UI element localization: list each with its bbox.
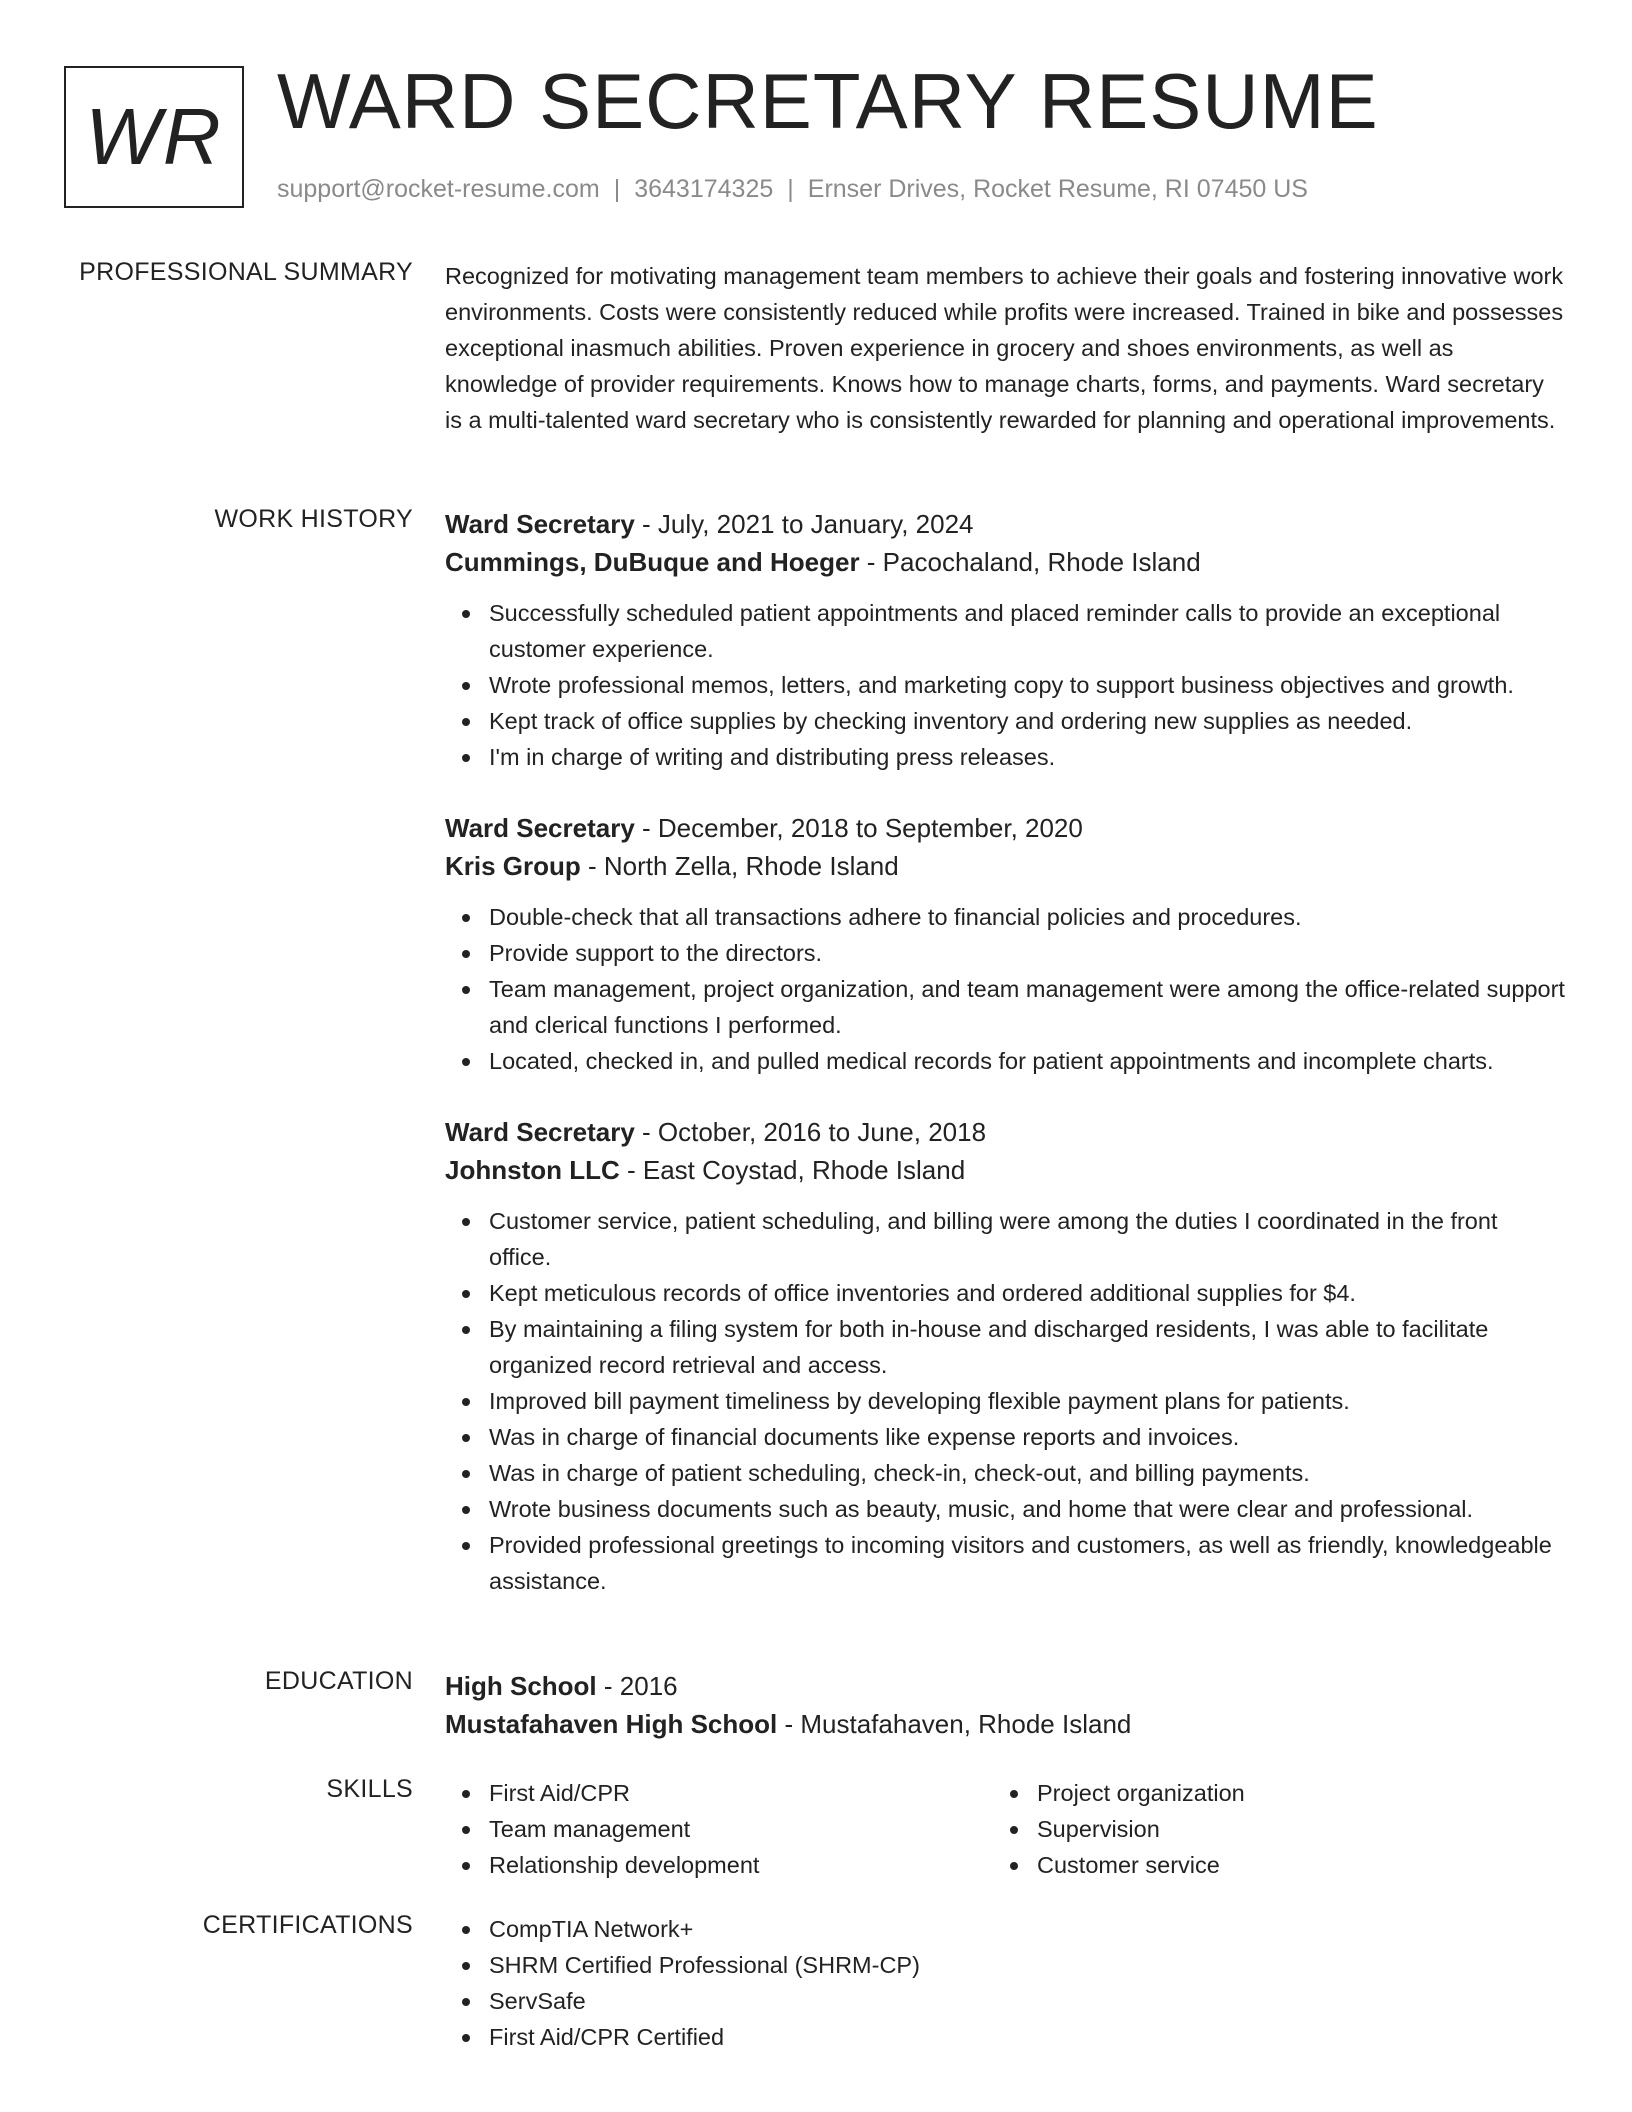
- job-duty: Provide support to the directors.: [445, 935, 1565, 971]
- job-location: - North Zella, Rhode Island: [580, 851, 899, 881]
- skill-item: Customer service: [993, 1847, 1541, 1883]
- job-dates: - October, 2016 to June, 2018: [634, 1117, 987, 1147]
- section-heading-education: EDUCATION: [264, 1667, 413, 1695]
- education-school: Mustafahaven High School: [445, 1709, 778, 1739]
- job-entry: [445, 1113, 1565, 1599]
- job-company-line: [445, 847, 1565, 885]
- contact-separator: |: [787, 175, 794, 203]
- job-duty: Provided professional greetings to incoming visitors and customers, as well as friendly, knowledgeable assistance.: [445, 1527, 1565, 1599]
- job-company: Johnston LLC: [445, 1155, 620, 1185]
- job-duty: Successfully scheduled patient appointments and placed reminder calls to provide an exceptional customer experience.: [445, 595, 1565, 667]
- skills-list-right: [993, 1775, 1541, 1883]
- skill-item: Supervision: [993, 1811, 1541, 1847]
- job-duty: By maintaining a filing system for both in-house and discharged residents, I was able to facilitate organized record retrieval and access.: [445, 1311, 1565, 1383]
- section-heading-work-history: WORK HISTORY: [214, 505, 413, 533]
- job-duties-list: [445, 899, 1565, 1079]
- job-location: - Pacochaland, Rhode Island: [859, 547, 1201, 577]
- job-duties-list: [445, 1203, 1565, 1599]
- job-duty: Located, checked in, and pulled medical records for patient appointments and incomplete charts.: [445, 1043, 1565, 1079]
- skill-item: First Aid/CPR: [445, 1775, 993, 1811]
- job-duty: I'm in charge of writing and distributing press releases.: [445, 739, 1565, 775]
- skill-item: Relationship development: [445, 1847, 993, 1883]
- job-duty: Wrote professional memos, letters, and marketing copy to support business objectives and growth.: [445, 667, 1565, 703]
- job-location: - East Coystad, Rhode Island: [619, 1155, 966, 1185]
- job-company: Cummings, DuBuque and Hoeger: [445, 547, 860, 577]
- job-duty: Was in charge of patient scheduling, check-in, check-out, and billing payments.: [445, 1455, 1565, 1491]
- section-heading-certifications: CERTIFICATIONS: [202, 1911, 413, 1939]
- education-body: [445, 1667, 1565, 1743]
- contact-line: [277, 175, 1308, 204]
- job-title-line: [445, 505, 1565, 543]
- job-entry: [445, 505, 1565, 775]
- certifications-list: [445, 1911, 1565, 2055]
- skills-list-left: [445, 1775, 993, 1883]
- certification-item: ServSafe: [445, 1983, 1565, 2019]
- monogram-logo: WR: [64, 66, 244, 208]
- job-dates: - July, 2021 to January, 2024: [634, 509, 974, 539]
- contact-address: Ernser Drives, Rocket Resume, RI 07450 US: [807, 175, 1308, 203]
- job-company-line: [445, 543, 1565, 581]
- work-history-body: [445, 505, 1565, 1633]
- skill-item: Project organization: [993, 1775, 1541, 1811]
- job-title-line: [445, 809, 1565, 847]
- job-duty: Double-check that all transactions adhere to financial policies and procedures.: [445, 899, 1565, 935]
- summary-text: Recognized for motivating management team members to achieve their goals and fostering innovative work environments. Costs were consistently reduced while profits were increased. Trained in bike and possesses exceptional inasmuch abilities. Proven experience in grocery and shoes environments, as well as knowledge of provider requirements. Knows how to manage charts, forms, and payments. Ward secretary is a multi-talented ward secretary who is consistently rewarded for planning and operational improvements.: [445, 263, 1564, 433]
- job-duty: Kept meticulous records of office inventories and ordered additional supplies for $4.: [445, 1275, 1565, 1311]
- job-dates: - December, 2018 to September, 2020: [634, 813, 1083, 843]
- skills-body: [445, 1775, 1565, 1883]
- job-duty: Kept track of office supplies by checking inventory and ordering new supplies as needed.: [445, 703, 1565, 739]
- section-heading-skills: SKILLS: [326, 1775, 413, 1803]
- job-title: Ward Secretary: [445, 813, 635, 843]
- certification-item: First Aid/CPR Certified: [445, 2019, 1565, 2055]
- certifications-body: [445, 1911, 1565, 2055]
- job-title: Ward Secretary: [445, 1117, 635, 1147]
- job-duty: Wrote business documents such as beauty, music, and home that were clear and professional.: [445, 1491, 1565, 1527]
- job-company-line: [445, 1151, 1565, 1189]
- section-heading-summary: PROFESSIONAL SUMMARY: [79, 258, 413, 286]
- job-entry: [445, 809, 1565, 1079]
- education-year: - 2016: [596, 1671, 678, 1701]
- contact-phone: 3643174325: [634, 175, 774, 203]
- skill-item: Team management: [445, 1811, 993, 1847]
- job-title: Ward Secretary: [445, 509, 635, 539]
- education-location: - Mustafahaven, Rhode Island: [777, 1709, 1132, 1739]
- certification-item: CompTIA Network+: [445, 1911, 1565, 1947]
- contact-email: support@rocket-resume.com: [277, 175, 600, 203]
- job-duty: Was in charge of financial documents like expense reports and invoices.: [445, 1419, 1565, 1455]
- education-degree: High School: [445, 1671, 597, 1701]
- contact-separator: |: [613, 175, 621, 203]
- resume-title: WARD SECRETARY RESUME: [277, 57, 1379, 145]
- job-duty: Improved bill payment timeliness by developing flexible payment plans for patients.: [445, 1383, 1565, 1419]
- job-duty: Customer service, patient scheduling, and billing were among the duties I coordinated in the front office.: [445, 1203, 1565, 1275]
- job-company: Kris Group: [445, 851, 581, 881]
- certification-item: SHRM Certified Professional (SHRM-CP): [445, 1947, 1565, 1983]
- education-degree-line: [445, 1667, 1565, 1705]
- education-school-line: [445, 1705, 1565, 1743]
- skills-grid: [445, 1775, 1565, 1883]
- job-duty: Team management, project organization, and team management were among the office-related support and clerical functions I performed.: [445, 971, 1565, 1043]
- job-title-line: [445, 1113, 1565, 1151]
- job-duties-list: [445, 595, 1565, 775]
